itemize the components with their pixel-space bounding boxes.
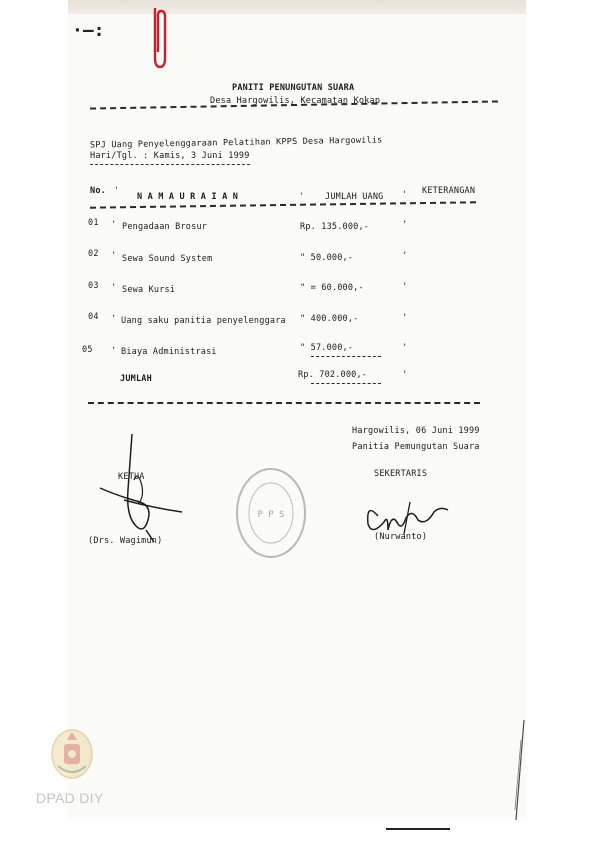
row-bullet: ' [402, 282, 408, 292]
col-header-ket: KETERANGAN [422, 186, 476, 196]
total-amount: Rp. 702.000,- [298, 370, 368, 380]
paper-clip-icon [150, 6, 170, 70]
right-role: SEKERTARIS [374, 469, 428, 479]
place-date: Hargowilis, 06 Juni 1999 [352, 426, 480, 436]
official-stamp [234, 466, 308, 560]
row-no: 03 [88, 281, 99, 291]
dpad-logo-icon [48, 724, 96, 782]
subject-line2: Hari/Tgl. : Kamis, 3 Juni 1999 [90, 151, 250, 161]
header-org: PANITI PENUNGUTAN SUARA [232, 83, 355, 93]
header-location: Desa Hargowilis, Kecamatan Kokap [210, 96, 381, 106]
sum-underline [311, 356, 381, 357]
table-footer-divider [88, 402, 480, 404]
subject-line1: SPJ Uang Penyelenggaraan Pelatihan KPPS Desa Hargowilis [89, 135, 383, 151]
row-bullet: ' [402, 313, 408, 323]
bottom-mark [386, 828, 450, 830]
total-label: JUMLAH [120, 374, 152, 384]
total-underline [311, 383, 381, 384]
row-uraian: Pengadaan Brosur [122, 222, 208, 232]
row-amount: " 400.000,- [300, 314, 359, 324]
row-no: 04 [88, 312, 99, 322]
col-sep-2: ' [299, 192, 305, 202]
watermark-text: DPAD DIY [36, 790, 104, 806]
row-uraian: Uang saku panitia penyelenggara [121, 316, 286, 326]
row-bullet: ' [111, 346, 117, 356]
document-page [68, 14, 526, 819]
row-bullet: ' [402, 251, 408, 261]
chairman-signature [94, 430, 186, 548]
col-header-no: No. [90, 186, 106, 196]
row-uraian: Sewa Sound System [122, 254, 213, 264]
left-name: (Drs. Wagimun) [88, 536, 163, 546]
row-uraian: Biaya Administrasi [121, 347, 217, 357]
row-bullet: ' [402, 370, 408, 380]
row-bullet: ' [111, 220, 117, 230]
left-role: KETUA [118, 472, 145, 482]
row-bullet: ' [402, 220, 408, 230]
right-name: (Nurwanto) [374, 532, 428, 542]
subject-underline [90, 164, 250, 165]
handwritten-mark: ·—: [72, 20, 105, 41]
row-no: 01 [88, 218, 99, 228]
row-bullet: ' [402, 343, 408, 353]
row-amount: " 50.000,- [300, 253, 354, 263]
stamp-text: P P S [257, 510, 285, 520]
col-header-uraian: N A M A U R A I A N [137, 192, 239, 202]
col-sep-1: ' [114, 186, 120, 196]
row-bullet: ' [111, 283, 117, 293]
row-uraian: Sewa Kursi [122, 285, 176, 295]
col-header-jumlah: JUMLAH UANG [325, 192, 384, 202]
row-no: 02 [88, 249, 99, 259]
row-amount: " 57.000,- [300, 343, 354, 353]
row-no: 05 [82, 345, 93, 355]
col-sep-3: ' [402, 190, 408, 200]
row-amount: Rp. 135.000,- [300, 222, 370, 232]
page-edge-shadow [512, 720, 526, 820]
row-amount: " = 60.000,- [300, 283, 364, 293]
committee-name: Panitia Pemungutan Suara [352, 442, 480, 452]
row-bullet: ' [111, 251, 117, 261]
row-bullet: ' [111, 314, 117, 324]
